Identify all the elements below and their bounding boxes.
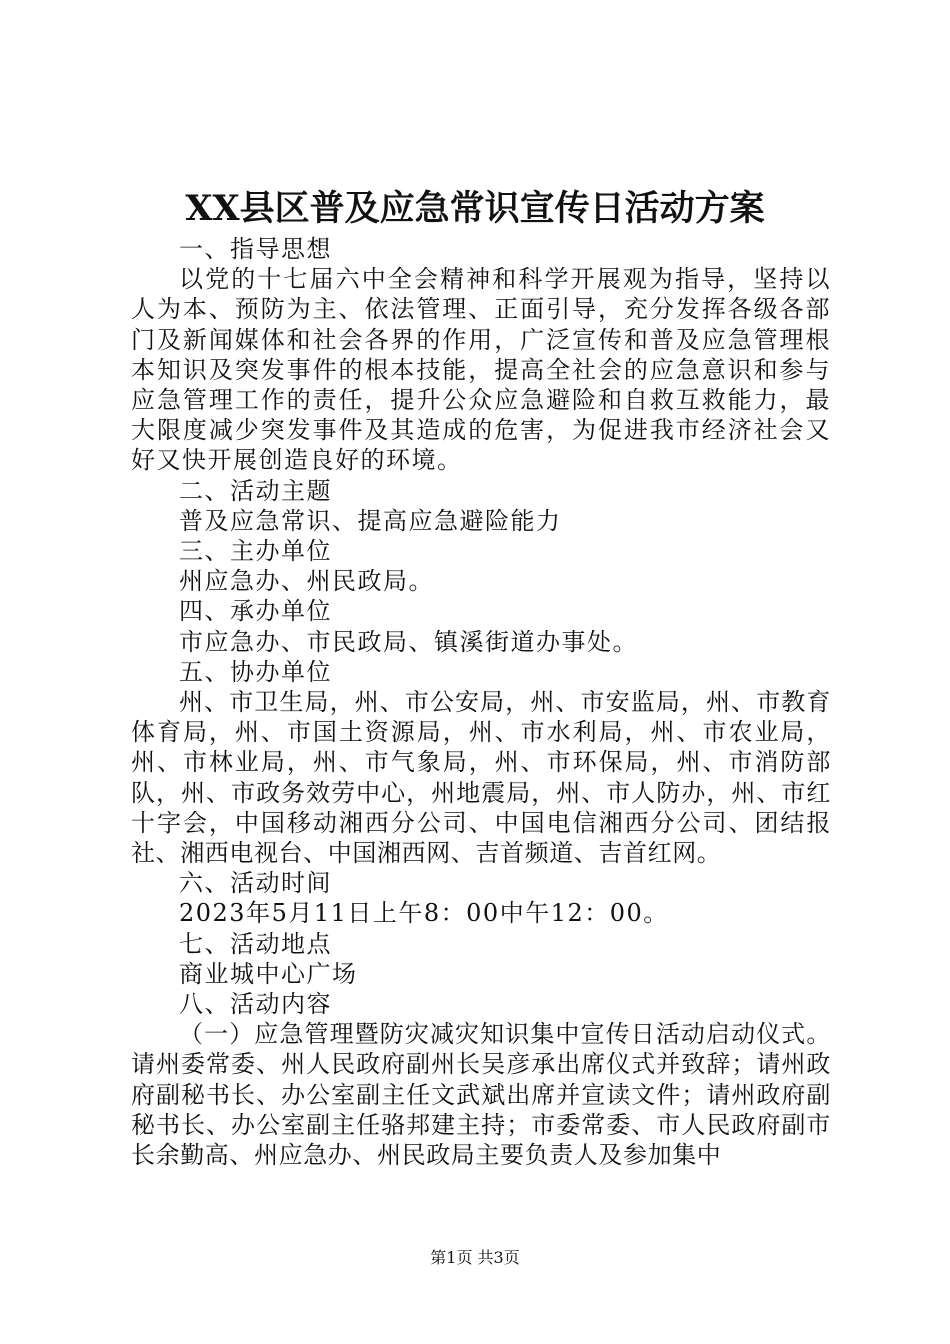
section-heading-host: 三、主办单位	[179, 537, 332, 566]
section-heading-co-organizer: 五、协办单位	[179, 657, 332, 686]
section-text-location: 商业城中心广场	[179, 959, 358, 988]
section-heading-location: 七、活动地点	[179, 929, 332, 958]
section-text-content: （一）应急管理暨防灾减灾知识集中宣传日活动启动仪式。请州委常委、州人民政府副州长吴彦承出席仪式并致辞；请州政府副秘书长、办公室副主任文武斌出席并宣读文件；请州政府副秘书长、办公室副主任骆邦建主持；市委常委、市人民政府副市长余勤高、州应急办、州民政局主要负责人及参加集中	[131, 1020, 831, 1170]
section-heading-time: 六、活动时间	[179, 869, 332, 898]
section-text-co-organizer: 州、市卫生局，州、市公安局，州、市安监局，州、市教育体育局，州、市国土资源局，州、市水利局，州、市农业局，州、市林业局，州、市气象局，州、市环保局，州、市消防部队，州、市政务效劳中心，州地震局，州、市人防办，州、市红十字会，中国移动湘西分公司、中国电信湘西分公司、团结报社、湘西电视台、中国湘西网、吉首频道、吉首红网。	[131, 688, 831, 868]
section-heading-theme: 二、活动主题	[179, 476, 332, 505]
section-text-host: 州应急办、州民政局。	[179, 567, 434, 596]
document-body	[131, 234, 831, 1170]
section-text-organizer: 市应急办、市民政局、镇溪街道办事处。	[179, 627, 638, 656]
section-text-theme: 普及应急常识、提高应急避险能力	[179, 506, 562, 535]
section-text-guiding-ideology: 以党的十七届六中全会精神和科学开展观为指导，坚持以人为本、预防为主、依法管理、正面引导，充分发挥各级各部门及新闻媒体和社会各界的作用，广泛宣传和普及应急管理根本知识及突发事件的根本技能，提高全社会的应急意识和参与应急管理工作的责任，提升公众应急避险和自救互救能力，最大限度减少突发事件及其造成的危害，为促进我市经济社会又好又快开展创造良好的环境。	[131, 265, 831, 475]
section-heading-guiding-ideology: 一、指导思想	[179, 235, 332, 263]
section-text-time: 2023年5月11日上午8：00中午12：00。	[179, 899, 669, 928]
section-heading-content: 八、活动内容	[179, 990, 332, 1019]
section-heading-organizer: 四、承办单位	[179, 597, 332, 626]
page-footer: 第1页 共3页	[430, 1248, 520, 1267]
document-title: XX县区普及应急常识宣传日活动方案	[185, 188, 765, 229]
